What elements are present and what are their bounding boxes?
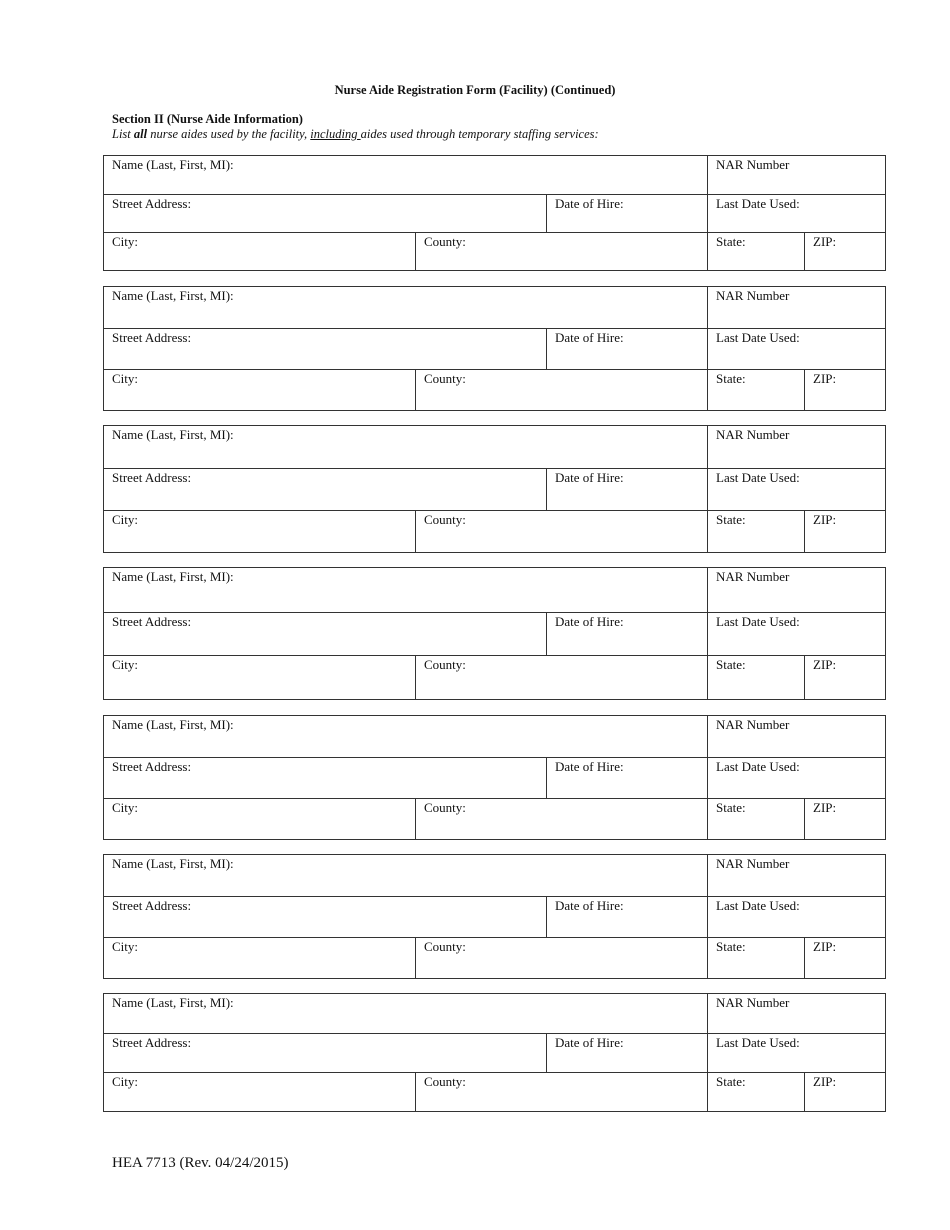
city-label: City: — [112, 800, 139, 815]
date-of-hire-label: Date of Hire: — [555, 898, 624, 913]
name-field[interactable] — [104, 855, 707, 896]
city-label: City: — [112, 234, 139, 249]
record-row — [104, 369, 885, 410]
state-field[interactable] — [707, 1073, 804, 1111]
last-date-used-label: Last Date Used: — [716, 759, 800, 774]
state-label: State: — [716, 657, 746, 673]
county-label: County: — [424, 512, 466, 527]
street-address-field[interactable] — [104, 897, 546, 937]
county-field[interactable] — [415, 656, 707, 699]
last-date-used-field[interactable] — [707, 613, 887, 656]
nar-number-field[interactable] — [707, 716, 887, 757]
instructions — [112, 127, 599, 142]
instr-text-3: aides used through temporary staffing services: — [360, 127, 599, 141]
instr-bold: all — [133, 127, 148, 141]
state-field[interactable] — [707, 511, 804, 552]
city-field[interactable] — [104, 370, 415, 410]
last-date-used-label: Last Date Used: — [716, 196, 800, 211]
form-footer: HEA 7713 (Rev. 04/24/2015) — [112, 1155, 289, 1171]
record-row — [104, 1033, 885, 1072]
instr-text-1: List — [112, 127, 134, 141]
date-of-hire-field[interactable] — [546, 897, 707, 937]
nurse-aide-record-1 — [103, 155, 886, 271]
zip-field[interactable] — [804, 1073, 887, 1111]
state-label: State: — [716, 512, 746, 527]
street-address-field[interactable] — [104, 195, 546, 232]
nar-number-label: NAR Number — [716, 288, 790, 303]
record-row — [104, 287, 885, 328]
zip-label: ZIP: — [813, 234, 837, 249]
zip-field[interactable] — [804, 799, 887, 839]
state-label: State: — [716, 939, 746, 954]
name-label: Name (Last, First, MI): — [112, 717, 234, 732]
record-row — [104, 510, 885, 552]
street-address-label: Street Address: — [112, 1035, 192, 1050]
name-field[interactable] — [104, 994, 707, 1033]
street-address-label: Street Address: — [112, 613, 192, 629]
nar-number-field[interactable] — [707, 287, 887, 328]
zip-field[interactable] — [804, 656, 887, 699]
nar-number-label: NAR Number — [716, 427, 790, 442]
name-label: Name (Last, First, MI): — [112, 995, 234, 1010]
last-date-used-field[interactable] — [707, 897, 887, 937]
city-label: City: — [112, 657, 139, 673]
name-field[interactable] — [104, 426, 707, 468]
city-field[interactable] — [104, 799, 415, 839]
name-field[interactable] — [104, 156, 707, 194]
section-title: Section II (Nurse Aide Information) — [112, 112, 303, 126]
zip-label: ZIP: — [813, 371, 837, 386]
date-of-hire-label: Date of Hire: — [555, 759, 624, 774]
county-label: County: — [424, 800, 466, 815]
date-of-hire-label: Date of Hire: — [555, 1035, 624, 1050]
date-of-hire-field[interactable] — [546, 758, 707, 798]
state-field[interactable] — [707, 799, 804, 839]
nar-number-field[interactable] — [707, 994, 887, 1033]
county-label: County: — [424, 657, 466, 673]
zip-label: ZIP: — [813, 657, 837, 673]
zip-label: ZIP: — [813, 939, 837, 954]
county-field[interactable] — [415, 938, 707, 978]
county-label: County: — [424, 939, 466, 954]
name-label: Name (Last, First, MI): — [112, 427, 234, 442]
nar-number-field[interactable] — [707, 156, 887, 194]
date-of-hire-label: Date of Hire: — [555, 613, 624, 629]
record-row — [104, 994, 885, 1033]
county-label: County: — [424, 371, 466, 386]
zip-field[interactable] — [804, 370, 887, 410]
last-date-used-label: Last Date Used: — [716, 330, 800, 345]
nurse-aide-record-7 — [103, 993, 886, 1112]
nar-number-label: NAR Number — [716, 157, 790, 172]
street-address-label: Street Address: — [112, 196, 192, 211]
nurse-aide-record-2 — [103, 286, 886, 411]
instr-underline: including — [310, 127, 361, 141]
city-field[interactable] — [104, 656, 415, 699]
record-row — [104, 896, 885, 937]
zip-label: ZIP: — [813, 1074, 837, 1089]
last-date-used-field[interactable] — [707, 469, 887, 510]
record-row — [104, 798, 885, 839]
county-label: County: — [424, 234, 466, 249]
zip-label: ZIP: — [813, 512, 837, 527]
record-row — [104, 232, 885, 270]
nar-number-label: NAR Number — [716, 995, 790, 1010]
form-title: Nurse Aide Registration Form (Facility) (Continued) — [334, 83, 616, 97]
city-field[interactable] — [104, 1073, 415, 1111]
nurse-aide-record-6 — [103, 854, 886, 979]
record-row — [104, 937, 885, 978]
nar-number-label: NAR Number — [716, 856, 790, 871]
county-field[interactable] — [415, 511, 707, 552]
state-field[interactable] — [707, 938, 804, 978]
city-label: City: — [112, 939, 139, 954]
city-field[interactable] — [104, 938, 415, 978]
last-date-used-field[interactable] — [707, 195, 887, 232]
street-address-label: Street Address: — [112, 759, 192, 774]
name-label: Name (Last, First, MI): — [112, 569, 234, 584]
street-address-field[interactable] — [104, 1034, 546, 1072]
nar-number-field[interactable] — [707, 426, 887, 468]
street-address-label: Street Address: — [112, 898, 192, 913]
record-row — [104, 655, 885, 699]
state-label: State: — [716, 371, 746, 386]
instr-text-2: nurse aides used by the facility, — [147, 127, 311, 141]
last-date-used-label: Last Date Used: — [716, 613, 800, 629]
last-date-used-field[interactable] — [707, 1034, 887, 1072]
name-label: Name (Last, First, MI): — [112, 157, 234, 172]
nar-number-field[interactable] — [707, 568, 887, 612]
county-field[interactable] — [415, 1073, 707, 1111]
date-of-hire-field[interactable] — [546, 195, 707, 232]
county-field[interactable] — [415, 799, 707, 839]
city-label: City: — [112, 512, 139, 527]
county-field[interactable] — [415, 370, 707, 410]
state-label: State: — [716, 800, 746, 815]
state-field[interactable] — [707, 370, 804, 410]
county-label: County: — [424, 1074, 466, 1089]
city-label: City: — [112, 1074, 139, 1089]
nar-number-label: NAR Number — [716, 569, 790, 584]
record-row — [104, 328, 885, 369]
street-address-field[interactable] — [104, 758, 546, 798]
city-label: City: — [112, 371, 139, 386]
zip-field[interactable] — [804, 233, 887, 270]
name-field[interactable] — [104, 716, 707, 757]
date-of-hire-label: Date of Hire: — [555, 196, 624, 211]
record-row — [104, 426, 885, 468]
street-address-field[interactable] — [104, 469, 546, 510]
record-row — [104, 468, 885, 510]
state-field[interactable] — [707, 233, 804, 270]
nar-number-label: NAR Number — [716, 717, 790, 732]
record-row — [104, 156, 885, 194]
street-address-field[interactable] — [104, 613, 546, 656]
street-address-label: Street Address: — [112, 470, 192, 485]
state-label: State: — [716, 1074, 746, 1089]
record-row — [104, 1072, 885, 1111]
record-row — [104, 194, 885, 232]
record-row — [104, 716, 885, 757]
date-of-hire-field[interactable] — [546, 613, 707, 656]
zip-label: ZIP: — [813, 800, 837, 815]
record-row — [104, 855, 885, 896]
state-label: State: — [716, 234, 746, 249]
record-row — [104, 612, 885, 656]
name-label: Name (Last, First, MI): — [112, 856, 234, 871]
street-address-label: Street Address: — [112, 330, 192, 345]
last-date-used-field[interactable] — [707, 329, 887, 369]
nurse-aide-record-3 — [103, 425, 886, 553]
zip-field[interactable] — [804, 938, 887, 978]
zip-field[interactable] — [804, 511, 887, 552]
date-of-hire-field[interactable] — [546, 329, 707, 369]
last-date-used-label: Last Date Used: — [716, 1035, 800, 1050]
last-date-used-label: Last Date Used: — [716, 898, 800, 913]
city-field[interactable] — [104, 233, 415, 270]
nurse-aide-record-4 — [103, 567, 886, 700]
date-of-hire-field[interactable] — [546, 1034, 707, 1072]
nar-number-field[interactable] — [707, 855, 887, 896]
name-field[interactable] — [104, 568, 707, 612]
city-field[interactable] — [104, 511, 415, 552]
record-row — [104, 568, 885, 612]
state-field[interactable] — [707, 656, 804, 699]
last-date-used-label: Last Date Used: — [716, 470, 800, 485]
name-label: Name (Last, First, MI): — [112, 288, 234, 303]
date-of-hire-label: Date of Hire: — [555, 470, 624, 485]
name-field[interactable] — [104, 287, 707, 328]
county-field[interactable] — [415, 233, 707, 270]
date-of-hire-field[interactable] — [546, 469, 707, 510]
record-row — [104, 757, 885, 798]
nurse-aide-record-5 — [103, 715, 886, 840]
date-of-hire-label: Date of Hire: — [555, 330, 624, 345]
last-date-used-field[interactable] — [707, 758, 887, 798]
street-address-field[interactable] — [104, 329, 546, 369]
